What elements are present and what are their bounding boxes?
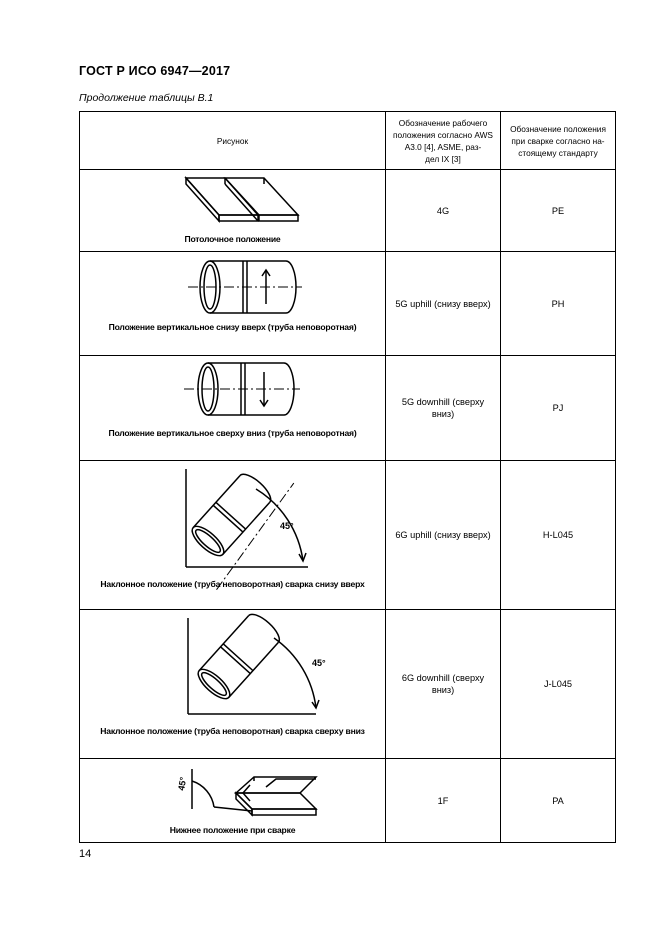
iso-designation: J-L045 (501, 610, 616, 759)
table-caption: Продолжение таблицы В.1 (79, 92, 214, 104)
aws-designation: 4G (386, 170, 501, 252)
table-row (80, 759, 616, 843)
figure-cell (80, 252, 386, 356)
iso-designation: PJ (501, 356, 616, 461)
column-header-aws: Обозначение рабочего положения согласно AWS A3.0 [4], ASME, раз- дел IX [3] (386, 112, 501, 170)
angle-label: 45° (312, 658, 326, 668)
document-header: ГОСТ Р ИСО 6947—2017 (79, 64, 231, 78)
figure-caption: Наклонное положение (труба неповоротная) сварка сверху вниз (100, 726, 365, 736)
angle-label: 45° (176, 776, 189, 792)
iso-designation: PA (501, 759, 616, 843)
vertical-down-pipe-figure (80, 356, 386, 460)
column-header-figure: Рисунок (80, 112, 386, 170)
figure-cell (80, 170, 386, 252)
table-row (80, 170, 616, 252)
figure-cell (80, 461, 386, 610)
aws-designation: 6G uphill (снизу вверх) (386, 461, 501, 610)
aws-designation: 1F (386, 759, 501, 843)
aws-designation: 5G downhill (сверху вниз) (386, 356, 501, 461)
figure-caption: Потолочное положение (184, 234, 281, 244)
table-row (80, 252, 616, 356)
aws-designation: 6G downhill (сверху вниз) (386, 610, 501, 759)
iso-designation: H-L045 (501, 461, 616, 610)
table-row (80, 461, 616, 610)
angle-label: 45° (280, 521, 294, 531)
column-header-iso: Обозначение положения при сварке согласно на- стоящему стандарту (501, 112, 616, 170)
iso-designation: PE (501, 170, 616, 252)
table-header-row (80, 112, 616, 170)
figure-caption: Положение вертикальное снизу вверх (труба неповоротная) (108, 322, 357, 332)
figure-cell (80, 610, 386, 759)
table-row (80, 356, 616, 461)
iso-designation: PH (501, 252, 616, 356)
figure-caption: Нижнее положение при сварке (169, 825, 296, 835)
vertical-up-pipe-figure (80, 252, 386, 355)
figure-cell (80, 759, 386, 843)
positions-table (79, 111, 616, 843)
figure-caption: Положение вертикальное сверху вниз (труба неповоротная) (108, 428, 357, 438)
figure-cell (80, 356, 386, 461)
aws-designation: 5G uphill (снизу вверх) (386, 252, 501, 356)
figure-caption: Наклонное положение (труба неповоротная) сварка снизу вверх (100, 579, 365, 589)
page-number: 14 (79, 848, 92, 860)
table-row (80, 610, 616, 759)
